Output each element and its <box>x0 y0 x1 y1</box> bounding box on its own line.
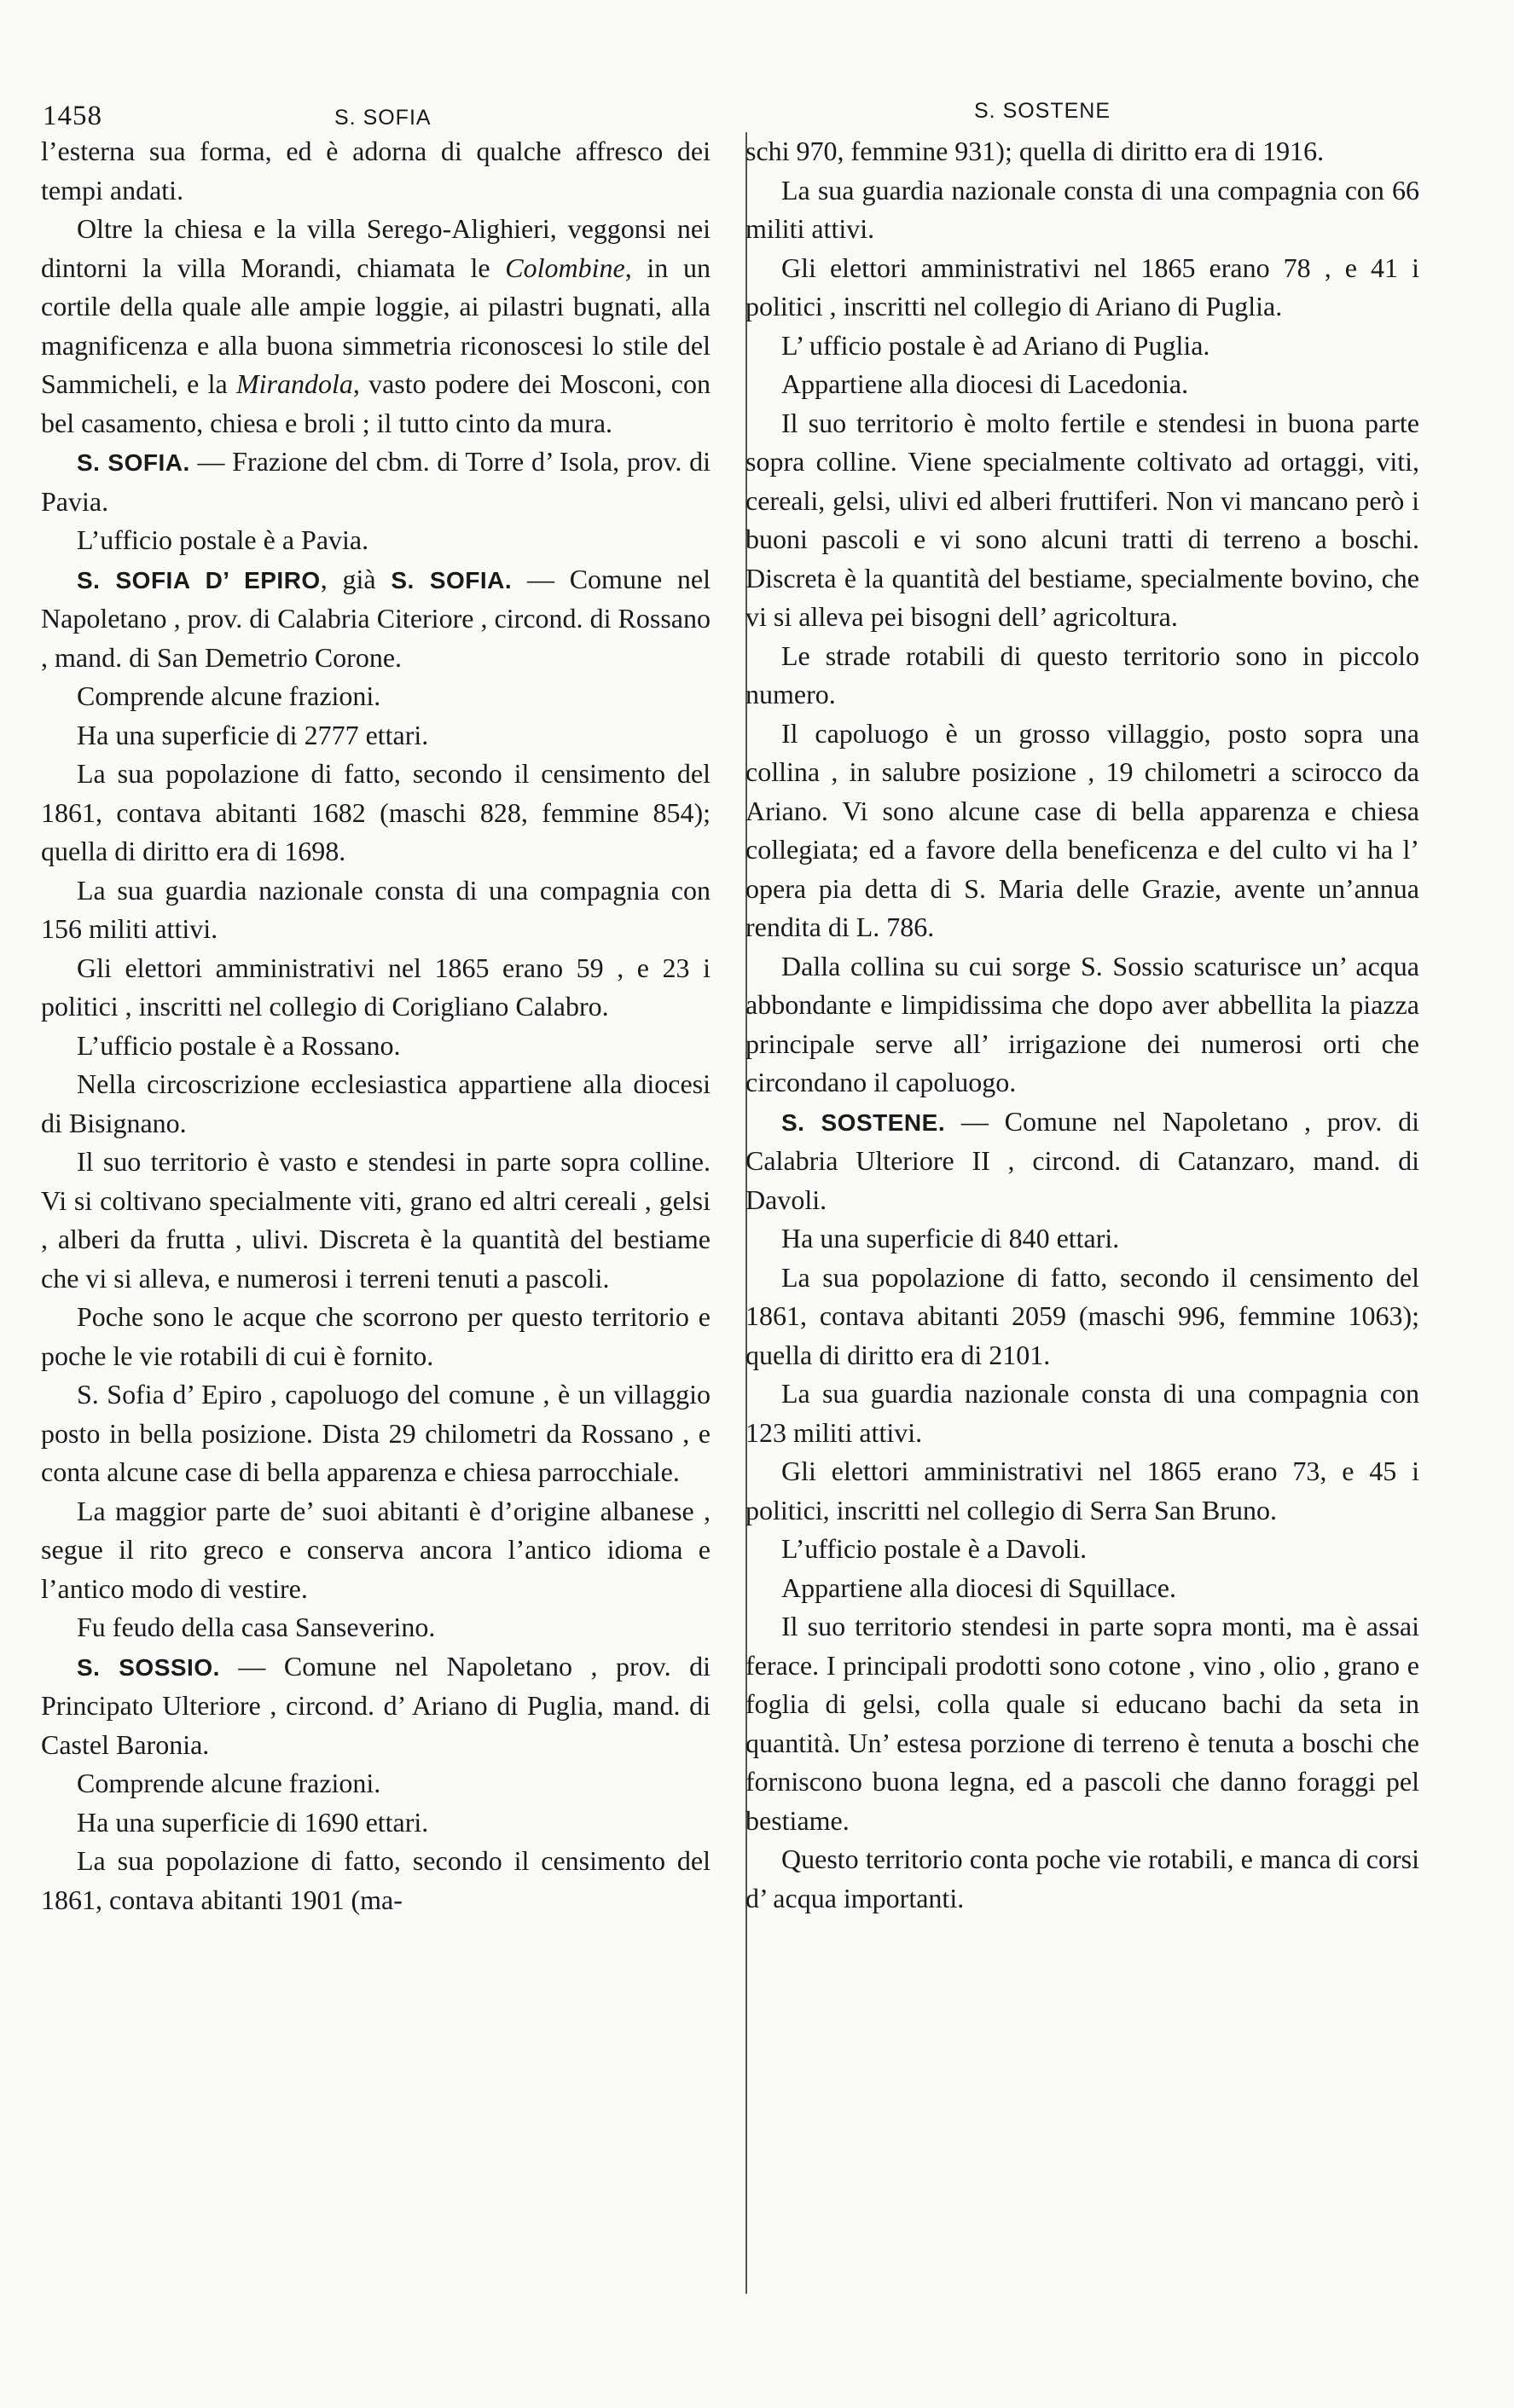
paragraph: l’esterna sua forma, ed è adorna di qualche affresco dei tempi andati. <box>41 136 711 205</box>
paragraph: schi 970, femmine 931); quella di diritto era di 1916. <box>745 136 1325 166</box>
paragraph: L’ufficio postale è a Pavia. <box>77 524 369 555</box>
paragraph: S. Sofia d’ Epiro , capoluogo del comune , è un villaggio posto in bella posizione. Dista 29 chilometri da Rossano , e conta alcune case di bella apparenza e chiesa parrocchiale. <box>41 1379 711 1487</box>
paragraph: L’ufficio postale è a Davoli. <box>781 1533 1088 1564</box>
paragraph: Appartiene alla diocesi di Squillace. <box>781 1572 1176 1603</box>
paragraph: Comprende alcune frazioni. <box>77 1768 381 1798</box>
entry-heading-alt: S. SOFIA. <box>391 566 513 593</box>
paragraph: Ha una superficie di 2777 ettari. <box>77 719 429 750</box>
paragraph: Nella circoscrizione ecclesiastica appartiene alla diocesi di Bisignano. <box>41 1068 711 1138</box>
paragraph: La maggior parte de’ suoi abitanti è d’origine albanese , segue il rito greco e conserva ancora l’antico idioma e l’antico modo di vestire. <box>41 1495 711 1604</box>
paragraph: Questo territorio conta poche vie rotabili, e manca di corsi d’ acqua importanti. <box>745 1844 1419 1913</box>
paragraph: Il suo territorio è vasto e stendesi in parte sopra colline. Vi si coltivano specialmente viti, grano ed altri cereali , gelsi , alberi da frutta , ulivi. Discreta è la quantità del bestiame che vi si alleva, e numerosi i terreni tenuti a pascoli. <box>41 1146 711 1294</box>
left-column <box>41 132 711 1919</box>
entry-s-sofia: S. SOFIA. — Frazione del cbm. di Torre d’ Isola, prov. di Pavia. <box>41 446 711 517</box>
entry-heading: S. SOSSIO. <box>77 1653 220 1681</box>
entry-s-sostene: S. SOSTENE. — Comune nel Napoletano , prov. di Calabria Ulteriore II , circond. di Catanzaro, mand. di Davoli. <box>745 1105 1419 1215</box>
paragraph: La sua popolazione di fatto, secondo il censimento del 1861, contava abitanti 2059 (maschi 996, femmine 1063); quella di diritto era di 2101. <box>745 1261 1419 1370</box>
paragraph: Gli elettori amministrativi nel 1865 erano 78 , e 41 i politici , inscritti nel collegio di Ariano di Puglia. <box>745 252 1419 321</box>
paragraph: L’ ufficio postale è ad Ariano di Puglia. <box>781 329 1210 361</box>
entry-heading: S. SOSTENE. <box>781 1108 946 1136</box>
page-number: 1458 <box>43 101 102 131</box>
paragraph: Comprende alcune frazioni. <box>77 680 381 711</box>
paragraph: La sua popolazione di fatto, secondo il censimento del 1861, contava abitanti 1901 (ma- <box>41 1845 711 1915</box>
entry-heading: S. SOFIA D’ EPIRO <box>77 566 321 593</box>
paragraph: Ha una superficie di 1690 ettari. <box>77 1806 429 1838</box>
entry-heading: S. SOFIA. <box>77 449 190 476</box>
entry-s-sofia-d-epiro: S. SOFIA D’ EPIRO, già S. SOFIA. — Comune nel Napoletano , prov. di Calabria Citeriore , circond. di Rossano , mand. di San Demetrio Corone. <box>41 563 711 673</box>
paragraph: L’ufficio postale è a Rossano. <box>77 1029 401 1061</box>
paragraph: Oltre la chiesa e la villa Serego-Alighieri, veggonsi nei dintorni la villa Morandi, chiamata le Colombine, in un cortile della quale alle ampie loggie, ai pilastri bugnati, alla magnificenza e alla buona simmetria riconoscesi lo stile del Sammicheli, e la Mirandola, vasto podere dei Mosconi, con bel casamento, chiesa e broli ; il tutto cinto da mura. <box>41 213 711 438</box>
entry-s-sossio: S. SOSSIO. — Comune nel Napoletano , prov. di Principato Ulteriore , circond. d’ Ariano di Puglia, mand. di Castel Baronia. <box>41 1650 711 1760</box>
paragraph: Fu feudo della casa Sanseverino. <box>77 1612 436 1642</box>
paragraph: Il capoluogo è un grosso villaggio, posto sopra una collina , in salubre posizione , 19 chilometri a scirocco da Ariano. Vi sono alcune case di bella apparenza e chiesa collegiata; ed a favore della beneficenza e del culto vi ha l’ opera pia detta di S. Maria delle Grazie, avente un’annua rendita di L. 786. <box>745 717 1419 942</box>
paragraph: La sua guardia nazionale consta di una compagnia con 156 militi attivi. <box>41 874 711 944</box>
paragraph: Gli elettori amministrativi nel 1865 erano 59 , e 23 i politici , inscritti nel collegio di Corigliano Calabro. <box>41 952 711 1022</box>
paragraph: Il suo territorio è molto fertile e stendesi in buona parte sopra colline. Viene specialmente coltivato ad ortaggi, viti, cereali, gelsi, ulivi ed alberi fruttiferi. Non vi mancano però i buoni pascoli e vi sono alcuni tratti di terreno a boschi. Discreta è la quantità del bestiame, specialmente bovino, che vi si alleva pei bisogni dell’ agricoltura. <box>745 407 1419 632</box>
paragraph: Poche sono le acque che scorrono per questo territorio e poche le vie rotabili di cui è fornito. <box>41 1301 711 1371</box>
running-head-right: S. SOSTENE <box>974 99 1111 123</box>
paragraph: La sua popolazione di fatto, secondo il censimento del 1861, contava abitanti 1682 (maschi 828, femmine 854); quella di diritto era di 1698. <box>41 758 711 866</box>
paragraph: Il suo territorio stendesi in parte sopra monti, ma è assai ferace. I principali prodotti sono cotone , vino , olio , grano e foglia di gelsi, colla quale si educano bachi da seta in quantità. Un’ estesa porzione di terreno è tenuta a boschi che forniscono buona legna, ed a pascoli che danno foraggi pel bestiame. <box>745 1611 1419 1836</box>
paragraph: Appartiene alla diocesi di Lacedonia. <box>781 368 1189 399</box>
running-head-left: S. SOFIA <box>334 106 432 130</box>
paragraph: Gli elettori amministrativi nel 1865 erano 73, e 45 i politici, inscritti nel collegio di Serra San Bruno. <box>745 1456 1419 1525</box>
paragraph: Ha una superficie di 840 ettari. <box>781 1223 1120 1253</box>
right-column <box>745 132 1419 1918</box>
paragraph: Dalla collina su cui sorge S. Sossio scaturisce un’ acqua abbondante e limpidissima che dopo aver abbellita la piazza principale serve all’ irrigazione dei numerosi orti che circondano il capoluogo. <box>745 950 1419 1097</box>
paragraph: Le strade rotabili di questo territorio sono in piccolo numero. <box>745 640 1419 709</box>
paragraph: La sua guardia nazionale consta di una compagnia con 66 militi attivi. <box>745 174 1419 244</box>
paragraph: La sua guardia nazionale consta di una compagnia con 123 militi attivi. <box>745 1378 1419 1448</box>
